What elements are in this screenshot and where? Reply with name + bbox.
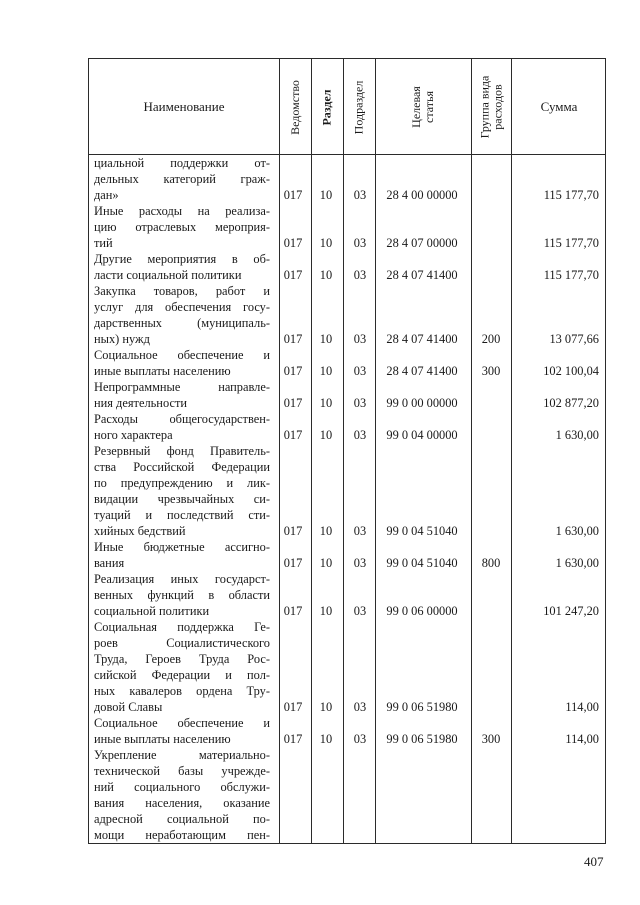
cell-vedomstvo: 017 [283,364,303,378]
table-line [89,827,605,843]
cell-name: Социальное обеспечение и [94,716,270,730]
cell-vedomstvo: 017 [283,332,303,346]
table-line [89,603,605,619]
cell-name: циальной поддержки от- [94,156,270,170]
cell-summa: 13 077,66 [549,332,599,346]
cell-summa: 1 630,00 [555,524,599,538]
table-line [89,187,605,203]
cell-name: тий [94,236,113,250]
cell-name: ных) нужд [94,332,150,346]
cell-name: Расходы общегосударствен- [94,412,270,426]
cell-summa: 1 630,00 [555,428,599,442]
cell-podrazdel: 03 [353,732,367,746]
cell-razdel: 10 [319,236,333,250]
table-line [89,315,605,331]
cell-razdel: 10 [319,604,333,618]
table-line [89,299,605,315]
cell-podrazdel: 03 [353,700,367,714]
cell-celevaya: 28 4 00 00000 [386,188,458,202]
cell-summa: 101 247,20 [543,604,599,618]
cell-summa: 102 100,04 [543,364,599,378]
cell-name: хийных бедствий [94,524,186,538]
table-line [89,747,605,763]
cell-name: ства Российской Федерации [94,460,270,474]
table-line [89,715,605,731]
header-vedomstvo [279,59,311,155]
header-celevaya-line1: Целевая [408,86,423,128]
table-line [89,811,605,827]
cell-celevaya: 99 0 06 00000 [386,604,458,618]
cell-celevaya: 28 4 07 41400 [386,268,458,282]
cell-name: ний социального обслужи- [94,780,270,794]
header-vedomstvo-label: Ведомство [287,79,302,135]
cell-vedomstvo: 017 [283,236,303,250]
cell-podrazdel: 03 [353,188,367,202]
cell-summa: 102 877,20 [543,396,599,410]
cell-name: Иные расходы на реализа- [94,204,270,218]
cell-summa: 1 630,00 [555,556,599,570]
cell-vedomstvo: 017 [283,396,303,410]
cell-razdel: 10 [319,700,333,714]
cell-podrazdel: 03 [353,556,367,570]
cell-name: венных функций в области [94,588,270,602]
header-gruppa-line2: расходов [490,84,504,130]
cell-name: Непрограммные направле- [94,380,270,394]
cell-name: сийской Федерации и пол- [94,668,270,682]
cell-name: иные выплаты населению [94,732,231,746]
cell-podrazdel: 03 [353,236,367,250]
cell-razdel: 10 [319,732,333,746]
cell-vedomstvo: 017 [283,556,303,570]
cell-razdel: 10 [319,188,333,202]
table-line [89,475,605,491]
cell-razdel: 10 [319,268,333,282]
table-line [89,571,605,587]
cell-name: Труда, Героев Труда Рос- [94,652,270,666]
table-line [89,651,605,667]
table-line [89,555,605,571]
cell-name: технической базы учрежде- [94,764,270,778]
table-line [89,523,605,539]
cell-name: дельных категорий граж- [94,172,270,186]
table-line [89,155,605,171]
cell-name: Укрепление материально- [94,748,270,762]
table-line [89,459,605,475]
table-line [89,251,605,267]
cell-podrazdel: 03 [353,604,367,618]
table-line [89,411,605,427]
table-line [89,635,605,651]
cell-name: социальной политики [94,604,210,618]
cell-razdel: 10 [319,524,333,538]
cell-celevaya: 28 4 07 41400 [386,364,458,378]
table-line [89,347,605,363]
cell-summa: 115 177,70 [543,188,599,202]
table-line [89,427,605,443]
cell-name: дарственных (муниципаль- [94,316,270,330]
header-podrazdel-label: Подраздел [351,80,366,134]
cell-vedomstvo: 017 [283,524,303,538]
table-line [89,203,605,219]
cell-razdel: 10 [319,428,333,442]
cell-name: ных кавалеров ордена Тру- [94,684,270,698]
table-header [89,59,605,155]
cell-name: Реализация иных государст- [94,572,270,586]
table-line [89,779,605,795]
cell-vedomstvo: 017 [283,428,303,442]
cell-razdel: 10 [319,332,333,346]
table-line [89,507,605,523]
budget-table [88,58,606,844]
cell-name: иные выплаты населению [94,364,231,378]
cell-name: дан» [94,188,119,202]
cell-name: ния деятельности [94,396,187,410]
cell-vedomstvo: 017 [283,732,303,746]
header-celevaya-line2: статья [421,91,436,123]
cell-podrazdel: 03 [353,332,367,346]
cell-vedomstvo: 017 [283,604,303,618]
cell-name: Социальное обеспечение и [94,348,270,362]
cell-name: довой Славы [94,700,163,714]
cell-name: Иные бюджетные ассигно- [94,540,270,554]
cell-summa: 114,00 [565,700,599,714]
table-line [89,539,605,555]
cell-name: туаций и последствий сти- [94,508,270,522]
header-podrazdel [343,59,375,155]
table-line [89,491,605,507]
cell-name: адресной социальной по- [94,812,270,826]
cell-gruppa: 800 [481,556,501,570]
cell-gruppa: 300 [481,364,501,378]
cell-name: Закупка товаров, работ и [94,284,270,298]
cell-celevaya: 99 0 00 00000 [386,396,458,410]
cell-name: услуг для обеспечения госу- [94,300,270,314]
cell-summa: 114,00 [565,732,599,746]
cell-podrazdel: 03 [353,524,367,538]
table-line [89,683,605,699]
cell-podrazdel: 03 [353,396,367,410]
cell-celevaya: 99 0 04 00000 [386,428,458,442]
cell-name: Социальная поддержка Ге- [94,620,270,634]
cell-vedomstvo: 017 [283,188,303,202]
table-line [89,267,605,283]
cell-razdel: 10 [319,396,333,410]
cell-razdel: 10 [319,364,333,378]
cell-celevaya: 28 4 07 00000 [386,236,458,250]
cell-gruppa: 300 [481,732,501,746]
header-celevaya-label [410,86,436,128]
cell-name: роев Социалистического [94,636,270,650]
cell-celevaya: 99 0 06 51980 [386,732,458,746]
table-line [89,731,605,747]
cell-name: мощи неработающим пен- [94,828,270,842]
table-line [89,219,605,235]
cell-razdel: 10 [319,556,333,570]
cell-name: вания населения, оказание [94,796,270,810]
header-razdel-label: Раздел [319,88,334,126]
cell-name: видации чрезвычайных си- [94,492,270,506]
cell-podrazdel: 03 [353,268,367,282]
table-line [89,363,605,379]
page-number: 407 [584,854,604,869]
cell-vedomstvo: 017 [283,700,303,714]
table-line [89,331,605,347]
header-celevaya [375,59,471,155]
table-line [89,235,605,251]
header-name: Наименование [143,99,225,114]
cell-vedomstvo: 017 [283,268,303,282]
table-line [89,443,605,459]
header-razdel [311,59,343,155]
table-line [89,667,605,683]
cell-name: цию отраслевых мероприя- [94,220,270,234]
header-summa: Сумма [540,99,578,114]
cell-name: вания [94,556,125,570]
cell-summa: 115 177,70 [543,236,599,250]
header-gruppa [471,59,511,155]
table-line [89,283,605,299]
table-line [89,587,605,603]
cell-podrazdel: 03 [353,364,367,378]
cell-celevaya: 99 0 04 51040 [386,556,458,570]
cell-summa: 115 177,70 [543,268,599,282]
cell-celevaya: 99 0 06 51980 [386,700,458,714]
table-line [89,763,605,779]
cell-name: ласти социальной политики [94,268,242,282]
cell-podrazdel: 03 [353,428,367,442]
table-line [89,171,605,187]
cell-name: Резервный фонд Правитель- [94,444,270,458]
cell-name: по предупреждению и лик- [94,476,270,490]
header-gruppa-line1: Группа вида [477,75,491,139]
cell-name: ного характера [94,428,173,442]
cell-celevaya: 99 0 04 51040 [386,524,458,538]
table-line [89,379,605,395]
table-line [89,699,605,715]
table-line [89,395,605,411]
table-line [89,795,605,811]
table-line [89,619,605,635]
header-gruppa-label [478,76,504,139]
cell-name: Другие мероприятия в об- [94,252,270,266]
cell-gruppa: 200 [481,332,501,346]
cell-celevaya: 28 4 07 41400 [386,332,458,346]
